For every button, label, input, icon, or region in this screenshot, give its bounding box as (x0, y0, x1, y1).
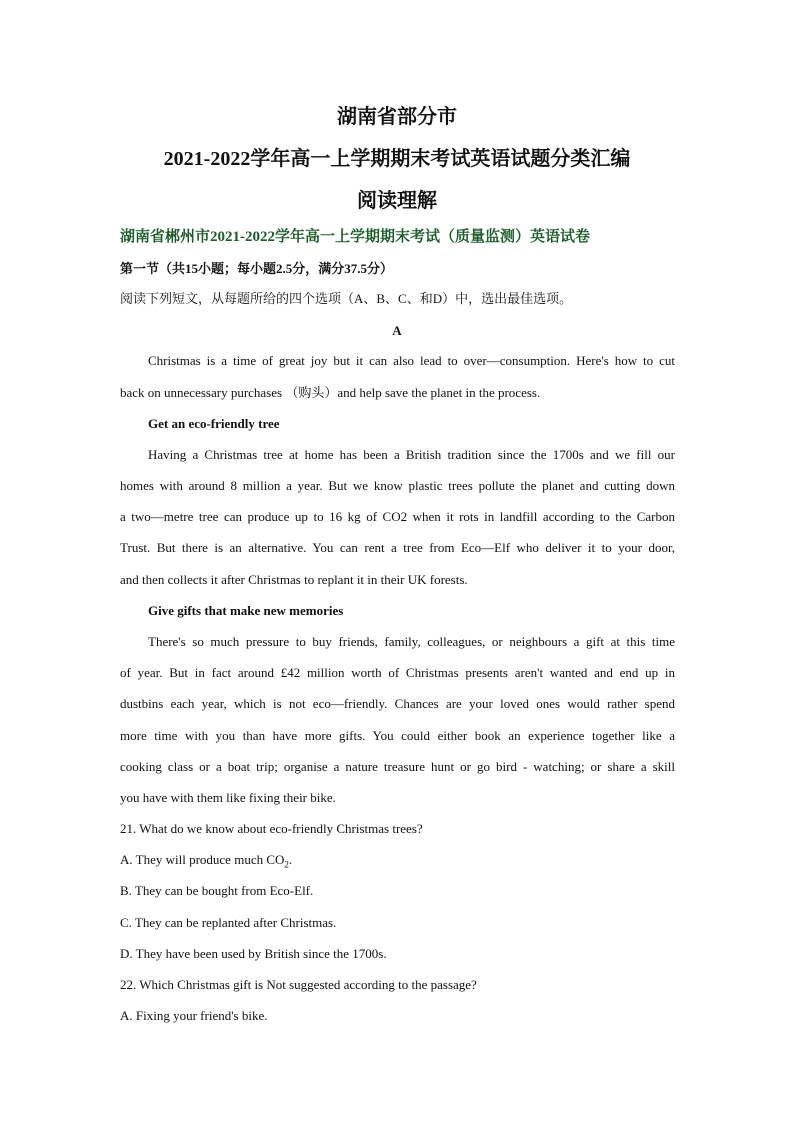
paragraph-2-line-2: homes with around 8 million a year. But we know plastic trees pollute the planet and cutting down (120, 478, 675, 493)
paragraph-1-line-1: Christmas is a time of great joy but it can also lead to over—consumption. Here's how to cut (148, 353, 675, 368)
paragraph-3-line-5: cooking class or a boat trip; organise a nature treasure hunt or go bird - watching; or share a skill (120, 759, 675, 774)
paragraph-2-line-1: Having a Christmas tree at home has been a British tradition since the 1700s and we fill our (148, 447, 675, 462)
heading-gifts: Give gifts that make new memories (148, 603, 344, 618)
question-21-option-b: B. They can be bought from Eco-Elf. (120, 883, 314, 898)
paragraph-2-line-5: and then collects it after Christmas to replant it in their UK forests. (120, 572, 468, 587)
question-21-option-c: C. They can be replanted after Christmas. (120, 915, 337, 930)
heading-eco-tree: Get an eco-friendly tree (148, 416, 280, 431)
instructions: 阅读下列短文，从每题所给的四个选项（A、B、C、和D）中，选出最佳选项。 (120, 291, 573, 306)
question-22-option-a: A. Fixing your friend's bike. (120, 1008, 268, 1023)
paragraph-3-line-2: of year. But in fact around £42 million worth of Christmas presents aren't wanted and end up in (120, 665, 675, 680)
question-21-option-d: D. They have been used by British since the 1700s. (120, 946, 387, 961)
title-section: 阅读理解 (357, 190, 437, 212)
question-21: 21. What do we know about eco-friendly Christmas trees? (120, 821, 423, 836)
source-exam-title: 湖南省郴州市2021-2022学年高一上学期期末考试（质量监测）英语试卷 (120, 229, 590, 245)
paragraph-3-line-1: There's so much pressure to buy friends, family, colleagues, or neighbours a gift at this time (148, 634, 675, 649)
option-a-subscript: 2 (284, 859, 289, 870)
paragraph-2-line-4: Trust. But there is an alternative. You can rent a tree from Eco—Elf who deliver it to your door, (120, 540, 675, 555)
part-heading: 第一节（共15小题；每小题2.5分，满分37.5分） (120, 261, 394, 276)
passage-label: A (392, 323, 402, 338)
question-22: 22. Which Christmas gift is Not suggested according to the passage? (120, 977, 477, 992)
paragraph-3-line-3: dustbins each year, which is not eco—friendly. Chances are your loved ones would rather spend (120, 696, 675, 711)
question-21-option-a (120, 851, 675, 874)
option-a-end: . (288, 852, 293, 867)
title-collection: 2021-2022学年高一上学期期末考试英语试题分类汇编 (163, 148, 631, 170)
title-region: 湖南省部分市 (337, 106, 457, 128)
paragraph-1-line-2: back on unnecessary purchases （购头）and help save the planet in the process. (120, 385, 541, 400)
paragraph-2-line-3: a two—metre tree can produce up to 16 kg of CO2 when it rots in landfill according to the Carbon (120, 509, 675, 524)
paragraph-3-line-6: you have with them like fixing their bike. (120, 790, 336, 805)
paragraph-3-line-4: more time with you than have more gifts. You could either book an experience together like a (120, 728, 675, 743)
option-a-text: A. They will produce much CO (120, 852, 285, 867)
